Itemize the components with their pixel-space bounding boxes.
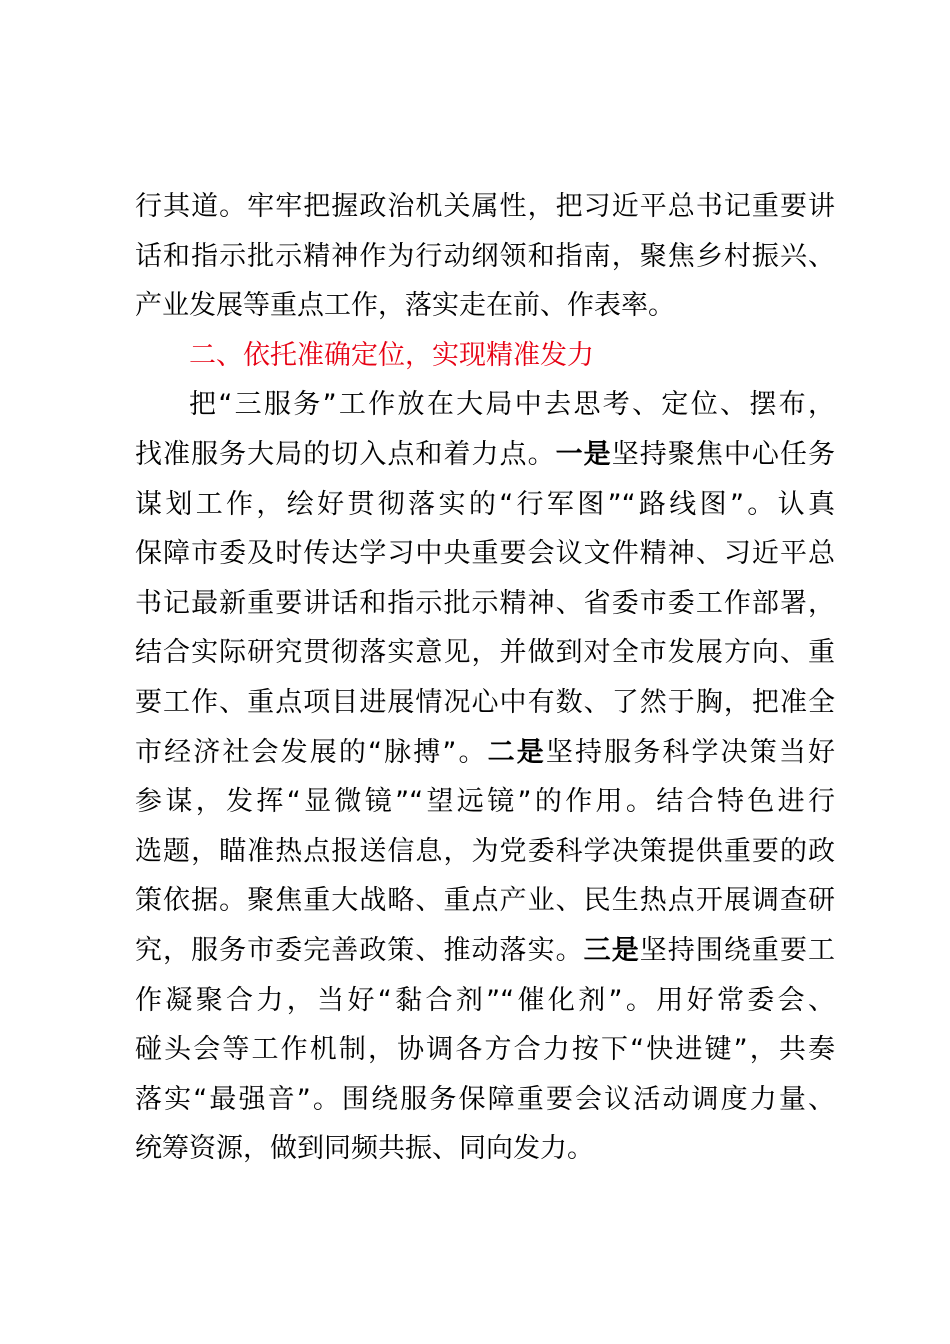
- text-line: 保障市委及时传达学习中央重要会议文件精神、习近平总: [135, 538, 835, 570]
- bold-marker: 三是: [583, 934, 640, 966]
- text-line: 策依据。聚焦重大战略、重点产业、民生热点开展调查研: [135, 885, 835, 917]
- text-line: 统筹资源，做到同频共振、同向发力。: [135, 1133, 594, 1165]
- paragraph: [135, 380, 835, 1174]
- text-line: 作凝聚合力，当好“黏合剂”“催化剂”。用好常委会、: [135, 984, 835, 1016]
- text-segment: 究，服务市委完善政策、推动落实。: [135, 934, 584, 966]
- text-line: 话和指示批示精神作为行动纲领和指南，聚焦乡村振兴、: [135, 240, 835, 272]
- document-body: [135, 182, 835, 1174]
- text-line: [135, 728, 835, 778]
- bold-marker: 二是: [487, 736, 546, 768]
- section-heading: 二、依托准确定位，实现精准发力: [189, 339, 594, 371]
- text-line: 行其道。牢牢把握政治机关属性，把习近平总书记重要讲: [135, 191, 835, 222]
- text-segment: 坚持聚焦中心任务: [611, 438, 836, 470]
- text-line: [135, 926, 835, 976]
- text-line: 落实“最强音”。围绕服务保障重要会议活动调度力量、: [135, 1083, 835, 1115]
- text-line: 要工作、重点项目进展情况心中有数、了然于胸，把准全: [135, 686, 835, 718]
- text-line: 结合实际研究贯彻落实意见，并做到对全市发展方向、重: [135, 637, 835, 669]
- text-segment: 坚持服务科学决策当好: [545, 736, 836, 768]
- text-line: 书记最新重要讲话和指示批示精神、省委市委工作部署，: [135, 587, 835, 619]
- text-line: 参谋，发挥“显微镜”“望远镜”的作用。结合特色进行: [135, 786, 835, 818]
- text-line: 把“三服务”工作放在大局中去思考、定位、摆布，: [189, 389, 835, 421]
- bold-marker: 一是: [555, 438, 612, 470]
- text-segment: 找准服务大局的切入点和着力点。: [135, 438, 556, 470]
- text-line: 谋划工作，绘好贯彻落实的“行军图”“路线图”。认真: [135, 488, 835, 520]
- text-segment: 坚持围绕重要工: [639, 934, 836, 966]
- text-segment: 市经济社会发展的“脉搏”。: [135, 736, 488, 768]
- text-line: 产业发展等重点工作，落实走在前、作表率。: [135, 290, 675, 322]
- paragraph: [135, 182, 835, 331]
- text-line: 选题，瞄准热点报送信息，为党委科学决策提供重要的政: [135, 835, 835, 867]
- text-line: 碰头会等工作机制，协调各方合力按下“快进键”，共奏: [135, 1034, 835, 1066]
- text-line: [135, 430, 835, 480]
